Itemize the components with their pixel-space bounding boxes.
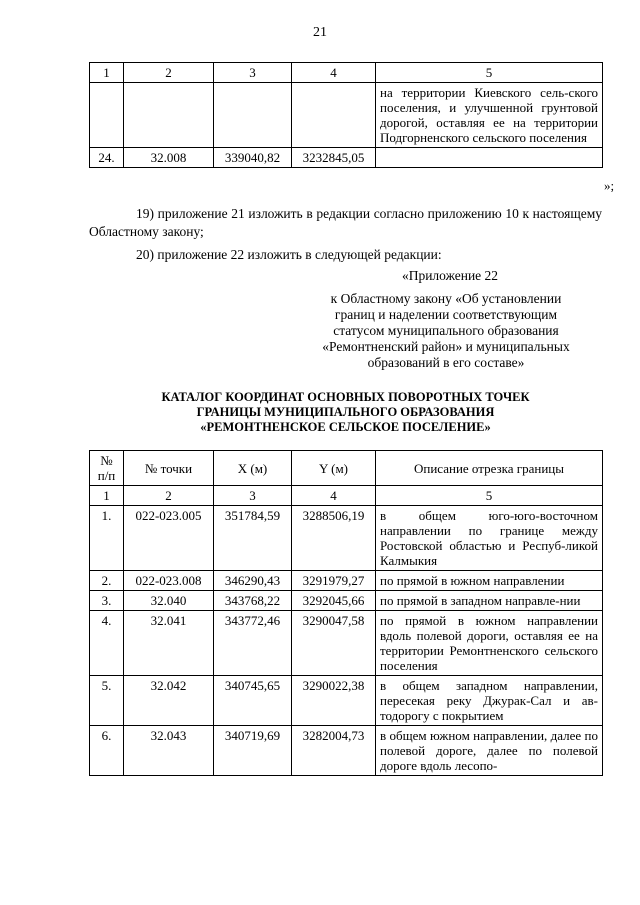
column-header-description: Описание отрезка границы <box>376 451 603 486</box>
coordinates-table <box>89 450 603 776</box>
appendix-line: образований в его составе» <box>367 355 525 370</box>
row-number: 3. <box>90 591 124 611</box>
table-row <box>90 726 603 776</box>
column-number: 3 <box>214 486 292 506</box>
row-number: 2. <box>90 571 124 591</box>
paragraph-20: 20) приложение 22 изложить в следующей редакции: <box>136 247 442 262</box>
continuation-table <box>89 62 603 168</box>
x-coordinate <box>214 83 292 148</box>
segment-description: на территории Киевского сель-ского поселения, и улучшенной грунтовой дорогой, оставляя ее на территории Подгорненского сельского поселения <box>376 83 603 148</box>
point-number: 32.008 <box>124 148 214 168</box>
segment-description: по прямой в западном направле-нии <box>376 591 603 611</box>
y-coordinate: 3291979,27 <box>292 571 376 591</box>
segment-description: в общем юго-юго-восточном направлении по границе между Ростовской областью и Респуб-ликой Калмыкия <box>376 506 603 571</box>
column-number: 2 <box>124 486 214 506</box>
row-number: 4. <box>90 611 124 676</box>
header-cell: 3 <box>214 63 292 83</box>
appendix-line: статусом муниципального образования <box>333 323 559 338</box>
appendix-line: границ и наделении соответствующим <box>334 307 558 322</box>
y-coordinate: 3282004,73 <box>292 726 376 776</box>
column-number-row <box>90 486 603 506</box>
table-row <box>90 83 603 148</box>
column-header-number <box>90 451 124 486</box>
segment-description <box>376 148 603 168</box>
column-number: 5 <box>376 486 603 506</box>
table-row <box>90 571 603 591</box>
point-number: 022-023.005 <box>124 506 214 571</box>
catalog-heading-line: КАТАЛОГ КООРДИНАТ ОСНОВНЫХ ПОВОРОТНЫХ ТОЧЕК <box>161 390 530 404</box>
closing-quote-mark: »; <box>604 178 615 193</box>
appendix-title: «Приложение 22 <box>401 268 499 283</box>
table-row <box>90 506 603 571</box>
point-number: 32.043 <box>124 726 214 776</box>
y-coordinate <box>292 83 376 148</box>
table-row <box>90 676 603 726</box>
column-header-x: X (м) <box>214 451 292 486</box>
appendix-reference <box>300 291 592 371</box>
row-number: 6. <box>90 726 124 776</box>
page-number: 21 <box>313 25 327 40</box>
header-text: № <box>100 453 113 468</box>
y-coordinate: 3290022,38 <box>292 676 376 726</box>
x-coordinate: 343772,46 <box>214 611 292 676</box>
table-header-row <box>90 451 603 486</box>
point-number <box>124 83 214 148</box>
segment-description: в общем западном направлении, пересекая реку Джурак-Сал и ав-тодорогу с покрытием <box>376 676 603 726</box>
paragraph-19: 19) приложение 21 изложить в редакции согласно приложению 10 к настоящему Областному закону; <box>89 206 602 239</box>
catalog-heading-line: ГРАНИЦЫ МУНИЦИПАЛЬНОГО ОБРАЗОВАНИЯ <box>196 405 495 419</box>
column-header-y: Y (м) <box>292 451 376 486</box>
table-row <box>90 611 603 676</box>
point-number: 32.042 <box>124 676 214 726</box>
segment-description: по прямой в южном направлении <box>376 571 603 591</box>
x-coordinate: 340745,65 <box>214 676 292 726</box>
appendix-line: «Ремонтненский район» и муниципальных <box>322 339 570 354</box>
x-coordinate: 346290,43 <box>214 571 292 591</box>
x-coordinate: 351784,59 <box>214 506 292 571</box>
column-number: 4 <box>292 486 376 506</box>
y-coordinate: 3288506,19 <box>292 506 376 571</box>
catalog-heading-line: «РЕМОНТНЕНСКОЕ СЕЛЬСКОЕ ПОСЕЛЕНИЕ» <box>200 420 491 434</box>
row-number: 1. <box>90 506 124 571</box>
y-coordinate: 3290047,58 <box>292 611 376 676</box>
point-number: 32.041 <box>124 611 214 676</box>
segment-description: по прямой в южном направлении вдоль полевой дороги, оставляя ее на территории Ремонтненского сельского поселения <box>376 611 603 676</box>
column-header-point: № точки <box>124 451 214 486</box>
table-row <box>90 591 603 611</box>
header-cell: 2 <box>124 63 214 83</box>
point-number: 32.040 <box>124 591 214 611</box>
row-number: 5. <box>90 676 124 726</box>
header-cell: 1 <box>90 63 124 83</box>
header-cell: 5 <box>376 63 603 83</box>
segment-description: в общем южном направлении, далее по полевой дороге, далее по полевой дороге вдоль лесопо- <box>376 726 603 776</box>
row-number: 24. <box>90 148 124 168</box>
header-cell: 4 <box>292 63 376 83</box>
x-coordinate: 343768,22 <box>214 591 292 611</box>
point-number: 022-023.008 <box>124 571 214 591</box>
header-text: п/п <box>97 468 116 483</box>
table-header-row <box>90 63 603 83</box>
y-coordinate: 3232845,05 <box>292 148 376 168</box>
table-row <box>90 148 603 168</box>
y-coordinate: 3292045,66 <box>292 591 376 611</box>
row-number <box>90 83 124 148</box>
column-number: 1 <box>90 486 124 506</box>
appendix-line: к Областному закону «Об установлении <box>330 291 562 306</box>
x-coordinate: 340719,69 <box>214 726 292 776</box>
catalog-heading <box>89 390 602 435</box>
x-coordinate: 339040,82 <box>214 148 292 168</box>
